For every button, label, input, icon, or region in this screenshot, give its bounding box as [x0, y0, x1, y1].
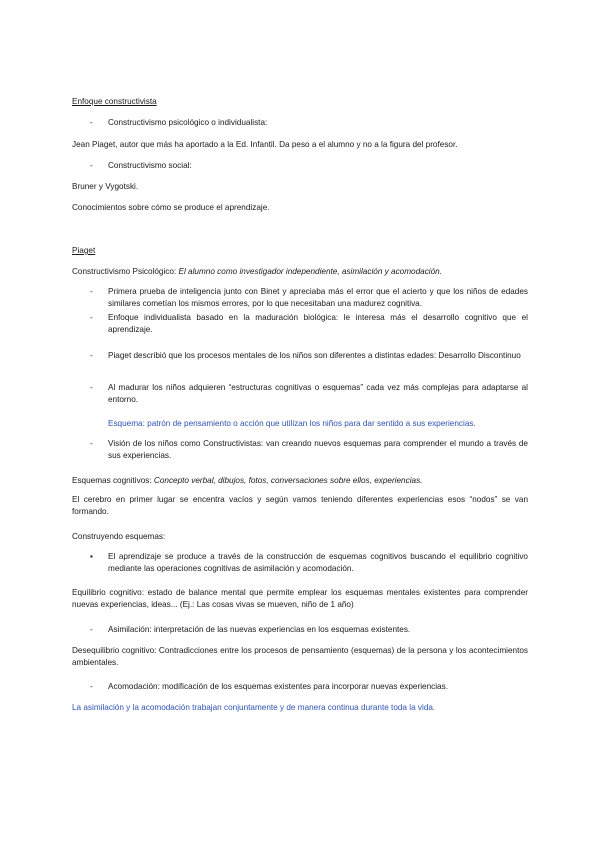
bullet-dash: -: [90, 287, 93, 296]
bullet-discontinuo: Piaget describió que los procesos mentales de los niños son diferentes a distintas edades: Desarrollo Discontinuo: [108, 351, 521, 360]
knowledge-line: Conocimientos sobre cómo se produce el aprendizaje.: [72, 203, 270, 212]
schema-definition: Esquema: patrón de pensamiento o acción que utilizan los niños para dar sentido a sus experiencias.: [108, 419, 476, 428]
item-constructivismo-social: Constructivismo social:: [108, 161, 192, 170]
assimilation-item: Asimilación: interpretación de las nuevas experiencias en los esquemas existentes.: [108, 625, 411, 634]
bullet-dash: -: [90, 682, 93, 691]
bullet-dash: -: [90, 625, 93, 634]
bullet-dot-icon: ▪: [90, 552, 93, 561]
cog-label: Esquemas cognitivos:: [72, 476, 152, 485]
bullet-dash: -: [90, 118, 93, 127]
equilibrium-paragraph: Equilibrio cognitivo: estado de balance mental que permite emplear los esquemas mentales existentes para comprender nuevas experiencias, ideas... (Ej.: Las cosas vivas se mueven, niño de 1 año): [72, 588, 528, 609]
bullet-dash: -: [90, 313, 93, 322]
piaget-line: Jean Piaget, autor que más ha aportado a la Ed. Infantil. Da peso a el alumno y no a la figura del profesor.: [72, 140, 458, 149]
bullet-dash: -: [90, 351, 93, 360]
heading-piaget: Piaget: [72, 246, 96, 255]
cog-description: Concepto verbal, dibujos, fotos, conversaciones sobre ellos, experiencias.: [153, 476, 423, 485]
brain-paragraph: El cerebro en primer lugar se encentra vacíos y según vamos teniendo diferentes experiencias esos “nodos” se van formando.: [72, 495, 528, 516]
bullet-constructivistas: Visión de los niños como Constructivistas: van creando nuevos esquemas para comprender el mundo a través de sus experiencias.: [108, 439, 528, 460]
cp-description: El alumno como investigador independiente, asimilación y acomodación.: [178, 267, 442, 276]
bullet-dash: -: [90, 161, 93, 170]
bullet-binet: Primera prueba de inteligencia junto con Binet y apreciaba más el error que el acierto y que los niños de edades similares cometían los mismos errores, por lo que necesitaban una madurez cognitiva.: [108, 287, 528, 308]
cog-line: [72, 475, 422, 486]
final-statement: La asimilación y la acomodación trabajan conjuntamente y de manera continua durante toda la vida.: [72, 703, 436, 712]
bullet-individualista: Enfoque individualista basado en la maduración biológica: le interesa más el desarrollo cognitivo que el aprendizaje.: [108, 313, 528, 334]
disequilibrium-paragraph: Desequilibrio cognitivo: Contradicciones entre los procesos de pensamiento (esquemas) de la persona y los acontecimientos ambientales.: [72, 646, 528, 667]
building-schemas: Construyendo esquemas:: [72, 532, 166, 541]
accommodation-item: Acomodación: modificación de los esquemas existentes para incorporar nuevas experiencias.: [108, 682, 448, 691]
cp-label: Constructivismo Psicológico:: [72, 267, 177, 276]
heading-enfoque: Enfoque constructivista: [72, 97, 157, 106]
bullet-estructuras: Al madurar los niños adquieren “estructuras cognitivas o esquemas” cada vez más complejas para adaptarse al entorno.: [108, 383, 528, 404]
cp-line: [72, 266, 442, 277]
bullet-dash: -: [90, 383, 93, 392]
bullet-dash: -: [90, 439, 93, 448]
learning-bullet: El aprendizaje se produce a través de la construcción de esquemas cognitivos buscando el equilibrio cognitivo mediante las operaciones cognitivas de asimilación y acomodación.: [108, 552, 528, 573]
social-authors: Bruner y Vygotski.: [72, 182, 139, 191]
item-constructivismo-psicologico: Constructivismo psicológico o individualista:: [108, 118, 268, 127]
